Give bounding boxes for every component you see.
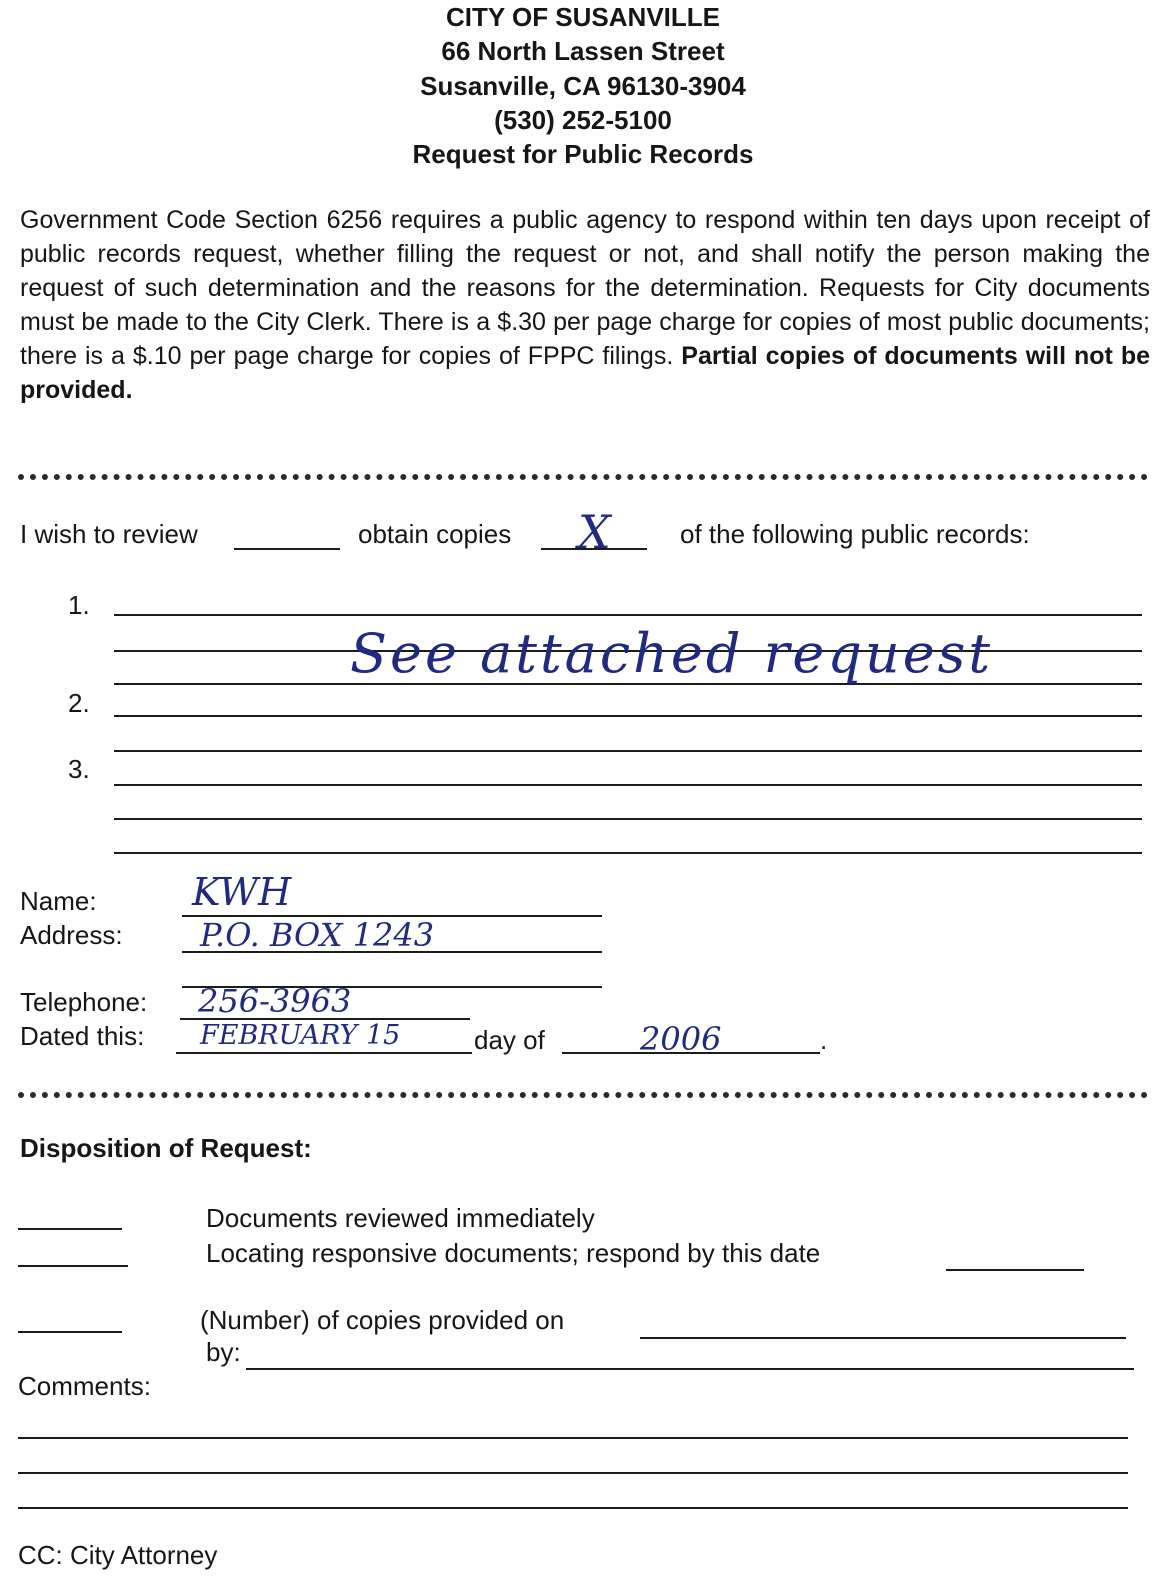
telephone-value: 256-3963 xyxy=(198,982,352,1020)
dated-label: Dated this: xyxy=(20,1021,145,1051)
disposition-title: Disposition of Request: xyxy=(20,1133,312,1163)
copies-check-mark: X xyxy=(578,505,611,559)
item-1-number: 1. xyxy=(68,590,90,620)
dated-line[interactable] xyxy=(176,1052,472,1054)
city-state-zip: Susanville, CA 96130-3904 xyxy=(420,71,746,101)
dated-period: . xyxy=(820,1025,828,1055)
dotted-divider-top xyxy=(18,474,1148,480)
notice-paragraph xyxy=(20,203,1150,407)
review-blank[interactable] xyxy=(234,548,340,550)
by-line[interactable] xyxy=(246,1368,1134,1370)
disposition-blank-1[interactable] xyxy=(18,1228,122,1230)
name-value: KWH xyxy=(192,870,292,914)
record-line-3b[interactable] xyxy=(114,818,1142,820)
disposition-item-2: Locating responsive documents; respond by this date xyxy=(206,1238,821,1268)
telephone-label: Telephone: xyxy=(20,987,148,1017)
name-label: Name: xyxy=(20,886,97,916)
disposition-item-1: Documents reviewed immediately xyxy=(206,1203,595,1233)
copies-provided-line[interactable] xyxy=(640,1337,1126,1339)
record-line-3c[interactable] xyxy=(114,852,1142,854)
dotted-divider-bottom xyxy=(18,1092,1148,1098)
disposition-blank-2[interactable] xyxy=(18,1265,128,1267)
dated-value: FEBRUARY 15 xyxy=(200,1020,401,1051)
address-label: Address: xyxy=(20,920,123,950)
disposition-item-3: (Number) of copies provided on xyxy=(200,1305,565,1335)
record-line-2[interactable] xyxy=(114,715,1142,717)
address-value: P.O. BOX 1243 xyxy=(200,916,435,954)
following-label: of the following public records: xyxy=(680,519,1030,549)
record-line-2b[interactable] xyxy=(114,750,1142,752)
street-address: 66 North Lassen Street xyxy=(441,36,725,66)
year-value: 2006 xyxy=(640,1020,722,1058)
item-2-number: 2. xyxy=(68,688,90,718)
item-3-number: 3. xyxy=(68,754,90,784)
notice-bold-text: Partial copies of documents will not be provided. xyxy=(20,342,1151,404)
record-line-3[interactable] xyxy=(114,784,1142,786)
comments-label: Comments: xyxy=(18,1371,151,1401)
record-line-1[interactable] xyxy=(114,614,1142,616)
cc-line: CC: City Attorney xyxy=(18,1540,218,1570)
comments-line-1[interactable] xyxy=(18,1437,1128,1439)
by-label: by: xyxy=(206,1337,241,1367)
day-of-label: day of xyxy=(474,1025,545,1055)
comments-line-2[interactable] xyxy=(18,1472,1128,1474)
disposition-blank-3[interactable] xyxy=(18,1331,122,1333)
city-name: CITY OF SUSANVILLE xyxy=(446,2,720,32)
copies-label: obtain copies xyxy=(358,519,512,549)
review-label: I wish to review xyxy=(20,519,198,549)
phone-number: (530) 252-5100 xyxy=(494,105,672,135)
notice-text: Government Code Section 6256 requires a public agency to respond within ten days upon receipt of public records request, whether filling the request or not, and shall notify the person making the request of such determination and the reasons for the determination. Requests for City documents must be made to the City Clerk. There is a $.30 per page charge for copies of most public documents; there is a $.10 per page charge for copies of FPPC filings. xyxy=(20,206,1150,370)
comments-line-3[interactable] xyxy=(18,1507,1128,1509)
form-title: Request for Public Records xyxy=(412,139,754,169)
respond-date-line[interactable] xyxy=(946,1269,1084,1271)
handwritten-request: See attached request xyxy=(350,622,994,685)
